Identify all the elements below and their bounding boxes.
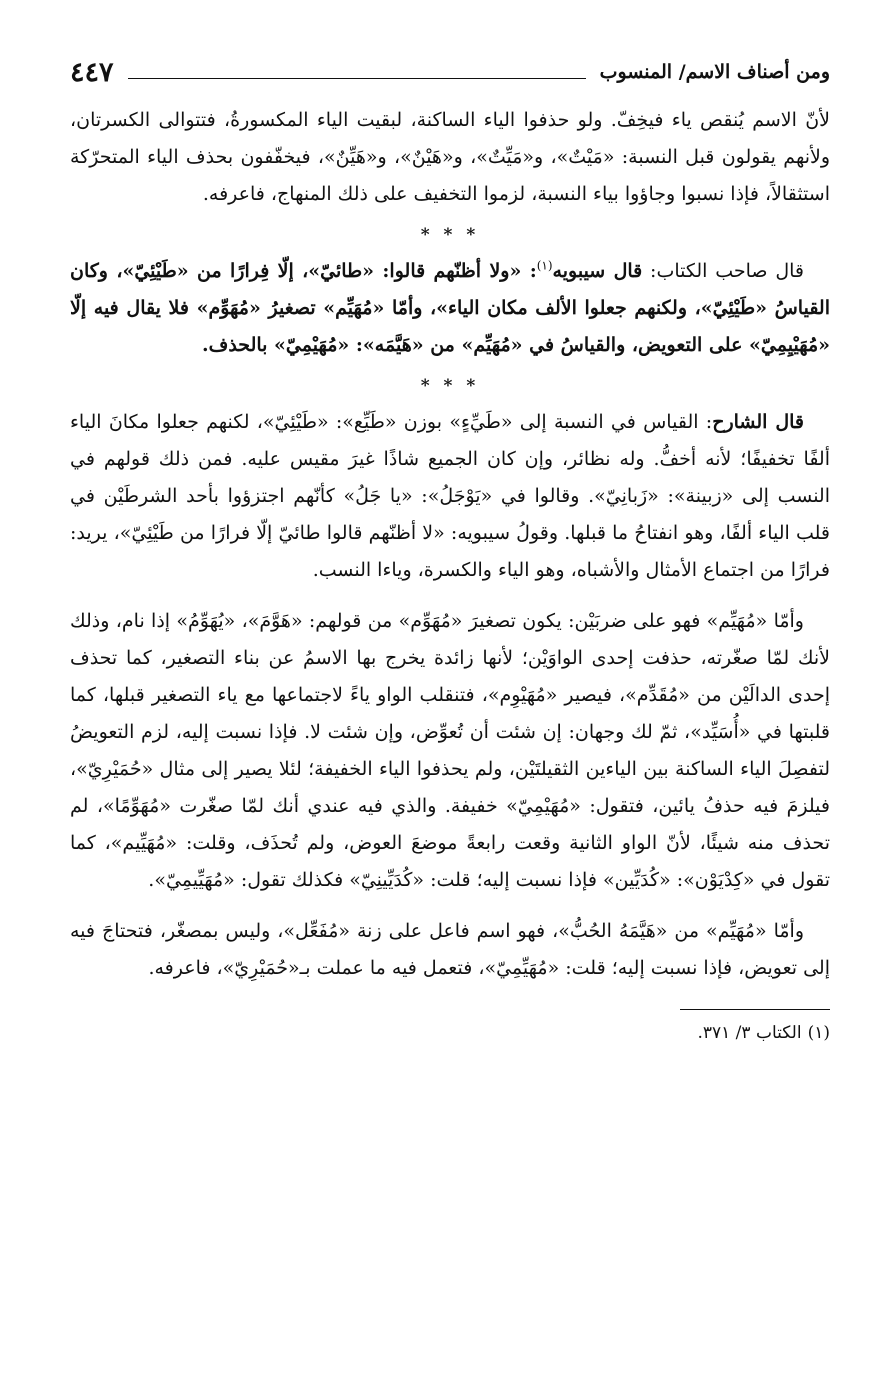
paragraph-muhayyim-active: وأمّا «مُهَيِّم» من «هَيَّمَهُ الحُبُّ»، فهو اسم فاعل على زنة «مُفَعِّل»، وليس بمصغّر، فتحتاجَ فيه إلى تعويض، فإذا نسبت إليه؛ قلت: «مُهَيِّمِيّ»، فتعمل فيه ما عملت بـ«حُمَيْرِيّ»، فاعرفه. — [70, 920, 830, 979]
running-title: ومن أصناف الاسم/ المنسوب — [599, 61, 830, 83]
running-header — [70, 52, 830, 92]
paragraph-1: لأنّ الاسم يُنقص ياء فيخِفّ. ولو حذفوا الياء الساكنة، لبقيت الياء المكسورةُ، فتتوالى الكسرتان، ولأنهم يقولون قبل النسبة: «مَيْتٌ»، و«مَيِّتٌ»، و«هَيْنٌ»، و«هَيِّنٌ»، فيخفّفون بحذف الياء المتحرّكة استثقالاً، فإذا نسبوا وجاؤوا بياء النسبة، لزموا التخفيف على ذلك المنهاج، فاعرفه. — [70, 109, 830, 205]
footnote — [70, 1018, 830, 1048]
commentary-text: : القياس في النسبة إلى «طَيِّءٍ» بوزن «طَيِّع»: «طَيْئِيّ»، لكنهم جعلوا مكانَ الياء ألفًا تخفيفًا؛ لأنه أخفُّ. وله نظائر، وإن كان الجميع شاذًا غيرَ مقيس عليه. فمن ذلك قولهم في النسب إلى «زبينة»: «زَبانِيّ». وقالوا في «يَوْجَلُ»: «يا جَلُ» كأنّهم اجتزؤوا بأحد الشرطَيْن في قلب الياء ألفًا، وهو انفتاحُ ما قبلها. وقولُ سيبويه: «لا أظنّهم قالوا طائيّ إلّا فرارًا من طَيْئِيّ»، يريد: فرارًا من اجتماع الأمثال والأشباه، وهو الياء والكسرة، وياءا النسب. — [70, 411, 830, 581]
page-number: ٤٤٧ — [70, 56, 114, 88]
commentator-label: قال الشارح — [712, 411, 804, 433]
footnote-divider — [680, 1009, 830, 1010]
section-divider-stars: * * * — [420, 225, 480, 245]
paragraph-muhayyim: وأمّا «مُهَيِّم» فهو على ضربَيْن: يكون تصغيرَ «مُهَوِّم» من قولهم: «هَوَّمَ»، «يُهَوِّمُ» إذا نام، وذلك لأنك لمّا صغّرته، حذفت إحدى الواوَيْن؛ لأنها زائدة يخرج بها الاسمُ عن بناء التصغير، كما تحذف إحدى الدالَيْن من «مُقَدِّم»، فيصير «مُهَيْوِم»، فتنقلب الواو ياءً لاجتماعها مع ياء التصغير قبلها، كما قلبتها في «أُسَيِّد»، ثمّ لك وجهان: إن شئت أن تُعوِّض، وإن شئت لا. فإذا نسبت إليه، لزم التعويضُ لتفصِلَ الياء الساكنة بين الياءين الثقيلتَيْن، ولم يحذفوا الياء الخفيفة؛ لئلا يصير إلى مثال «حُمَيْرِيّ»، فيلزمَ فيه حذفُ يائين، فتقول: «مُهَيْمِيّ» خفيفة. والذي فيه عندي أنك لمّا صغّرت «مُهَوِّمًا»، لم تحذف منه شيئًا، لأنّ الواو الثانية وقعت رابعةً موضعَ العوض، ولم تُحذَف، وقلت: «مُهَيِّيم»، كما تقول في «كِدْيَوْن»: «كُدَيِّين» فإذا نسبت إليه؛ قلت: «كُدَيِّينِيّ» فكذلك تقول: «مُهَيِّيمِيّ». — [70, 610, 830, 891]
paragraph-author-quote — [70, 253, 830, 364]
paragraph-commentary — [70, 404, 830, 589]
footnote-text: الكتاب ٣/ ٣٧١. — [697, 1023, 802, 1043]
author-quote-text: : «ولا أظنّهم قالوا: «طائيّ»، إلّا فِرارًا من «طَيْئِيّ»، وكان القياسُ «طَيْئِيّ»، ولكنهم جعلوا الألف مكان الياء»، وأمّا «مُهَيِّم» تصغيرُ «مُهَوِّم» فلا يقال فيه إلّا «مُهَيْيِمِيّ» على التعويض، والقياسُ في «مُهَيِّم» من «هَيَّمَه»: «مُهَيْمِيّ» بالحذف. — [70, 260, 830, 356]
book-page — [70, 52, 830, 1048]
header-rule — [128, 78, 586, 79]
footnote-reference: (١) — [536, 258, 553, 273]
sibawayh-label: قال سيبويه — [552, 260, 643, 282]
section-divider-stars-2: * * * — [420, 376, 480, 396]
author-label: قال صاحب الكتاب: — [642, 260, 804, 282]
footnote-number: (١) — [807, 1023, 830, 1043]
